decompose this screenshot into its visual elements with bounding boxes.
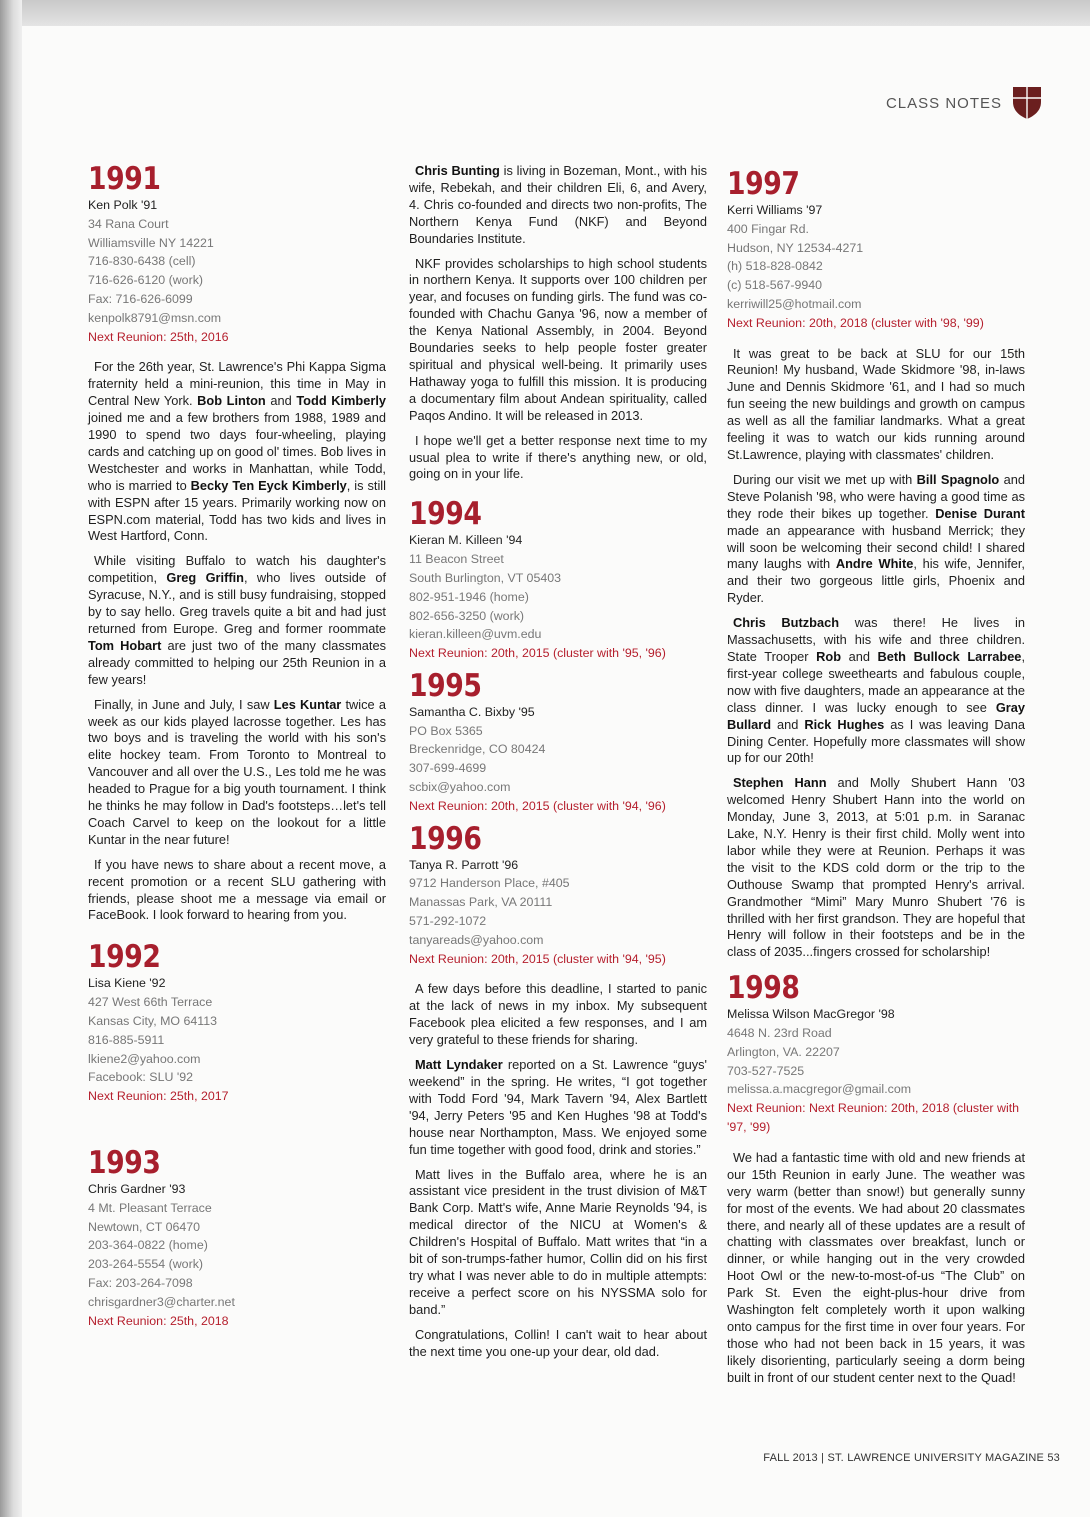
correspondent-name: Lisa Kiene '92 [88, 976, 166, 991]
note-paragraph [727, 472, 1025, 607]
note-text: joined me and a few brothers from 1988, 1989 and 1990 to spend two days four-wheeling, playing cards and catching up on good ol' times. Bob lives in Westchester and works in Manhattan, while Todd, who is married to [88, 410, 386, 493]
correspondent-name: Tanya R. Parrott '96 [409, 857, 519, 872]
classmate-name: Rob [816, 648, 842, 664]
contact-line: Breckenridge, CO 80424 [409, 742, 546, 757]
next-reunion: Next Reunion: 25th, 2017 [88, 1089, 229, 1104]
note-paragraph [88, 359, 386, 545]
correspondent-name: Chris Gardner '93 [88, 1181, 186, 1196]
correspondent-name: Kieran M. Killeen '94 [409, 533, 523, 548]
note-paragraph [88, 857, 386, 925]
correspondent-name: Kerri Williams '97 [727, 203, 823, 217]
note-text: For the 26th year, St. Lawrence's Phi Kappa Sigma fraternity held a mini-reunion, this time in May in Central New York. [88, 359, 386, 409]
class-year-heading: 1991 [88, 161, 161, 197]
note-text: It was great to be back at SLU for our 15th Reunion! My husband, Wade Skidmore '98, in-laws June and Dennis Skidmore '61, and I had so much fun seeing the new buildings and growth on campus as well as all the familiar landmarks. What a great feeling it was to watch our kids running around St.Lawrence, playing with classmates' children. [727, 345, 1025, 463]
classmate-name: Chris Butzbach [733, 615, 840, 631]
note-text: , first-year college sweethearts and fabulous couple, now with five daughters, made an appearance at the class dinner. I was lucky enough to see [727, 648, 1025, 715]
note-paragraph [409, 256, 707, 425]
class-year-heading: 1997 [727, 166, 800, 202]
contact-line: (h) 518-828-0842 [727, 259, 823, 274]
contact-line: Williamsville NY 14221 [88, 235, 214, 250]
note-paragraph [409, 433, 707, 484]
class-correspondent-contact [409, 703, 707, 816]
contact-line: 816-885-5911 [88, 1032, 165, 1047]
class-section-1995 [409, 669, 707, 816]
shield-icon [1012, 86, 1042, 120]
contact-line: chrisgardner3@charter.net [88, 1294, 235, 1309]
note-paragraph [727, 346, 1025, 464]
contact-line: 427 West 66th Terrace [88, 995, 213, 1010]
classmate-name: Matt Lyndaker [415, 1057, 503, 1073]
note-text: , who lives outside of Syracuse, N.Y., and is still busy fundraising, stopped by to say hello. Greg travels quite a bit and had just returned from Europe. Greg and former roommate [88, 570, 386, 636]
contact-line: PO Box 5365 [409, 723, 483, 738]
contact-line: Manassas Park, VA 20111 [409, 895, 553, 910]
contact-line: 400 Fingar Rd. [727, 221, 809, 236]
note-text: as I was leaving Dana Dining Center. Hopefully more classmates will show up for our 20th! [727, 716, 1026, 766]
contact-line: Hudson, NY 12534-4271 [727, 240, 864, 255]
classmate-name: Les Kuntar [273, 696, 342, 712]
contact-line: scbix@yahoo.com [409, 780, 511, 795]
classmate-name: Greg Griffin [166, 570, 244, 586]
contact-line: Arlington, VA. 22207 [727, 1044, 840, 1059]
note-text: Finally, in June and July, I saw [94, 696, 274, 712]
note-paragraph [727, 1150, 1025, 1387]
section-header [886, 86, 1042, 120]
class-correspondent-contact [88, 1180, 386, 1330]
class-section-1997 [727, 167, 1025, 961]
note-text: Congratulations, Collin! I can't wait to hear about the next time you one-up your dear, old dad. [409, 1326, 707, 1359]
class-correspondent-contact [409, 531, 707, 663]
next-reunion: Next Reunion: 20th, 2015 (cluster with '95, '96) [409, 646, 666, 661]
classmate-name: Beth Bullock Larrabee [877, 648, 1022, 664]
next-reunion: Next Reunion: 20th, 2015 (cluster with '94, '96) [409, 798, 666, 813]
contact-line: 203-364-0822 (home) [88, 1238, 208, 1253]
page-gutter [0, 0, 22, 1517]
note-text: , his wife, Jennifer, and their two gorgeous little girls, Phoenix and Ryder. [727, 556, 1025, 606]
note-text: , is still with ESPN after 15 years. Primarily working now on ESPN.com material, Todd has two kids and lives in West Hartford, Conn. [88, 477, 386, 544]
contact-line: 571-292-1072 [409, 914, 487, 929]
note-text: We had a fantastic time with old and new friends at our 15th Reunion in early June. The weather was very warm (better than snow!) but generally sunny for most of the events. We had about 20 classmates there, and nearly all of these updates are a result of chatting with classmates over breakfast, lunch or dinner, or while hanging out in the very crowded Hoot Owl or the new-to-most-of-us “The Club” on Park St. Even the eight-plus-hour drive from Washington felt completely worth it upon walking onto campus for the first time in over four years. For those who had not been back in 15 years, it was likely disorienting, particularly seeing a dorm being built in front of our student center next to the Quad! [727, 1149, 1025, 1385]
next-reunion: Next Reunion: 25th, 2016 [88, 329, 229, 344]
scan-top-edge [0, 0, 1090, 26]
contact-line: Newtown, CT 06470 [88, 1219, 201, 1234]
note-text: and Molly Shubert Hann '03 welcomed Henry Shubert Hann into the world on Monday, June 3, 2013, at 5:01 p.m. in Saranac Lake, N.Y. Henry is their first child. Molly went into labor while they were at Reunion. Perhaps it was the visit to the KDS cold dorm or the trip to the Outhouse Swamp that prompted Henry's arrival. Grandmother “Mimi” Mary Munro Shubert '76 is thrilled with her first grandson. They are hopeful that Henry will follow in their footsteps and be in the class of 2035...fingers crossed for scholarship! [727, 775, 1025, 960]
contact-line: 34 Rana Court [88, 216, 169, 231]
contact-line: Kansas City, MO 64113 [88, 1013, 218, 1028]
note-paragraph [88, 553, 386, 688]
classmate-name: Stephen Hann [733, 775, 827, 791]
note-text: NKF provides scholarships to high school students in northern Kenya. It supports over 100 children per year, and focuses on funding girls. The fund was co-founded with Chachu Ganya '96, now a member of the Kenya National Assembly, in 2004. Beyond Boundaries seeks to help people foster greater spiritual and physical well-being. It primarily uses Hathaway yoga to fulfill this mission. It is producing a documentary film about Andean spirituality, called Paqos Andino. It will be released in 2013. [409, 255, 707, 423]
contact-line: kerriwill25@hotmail.com [727, 296, 862, 311]
classmate-name: Tom Hobart [88, 637, 162, 653]
contact-line: 802-951-1946 (home) [409, 589, 529, 604]
contact-line: 4 Mt. Pleasant Terrace [88, 1200, 212, 1215]
note-text: twice a week as our kids played lacrosse together. Les has two boys and is traveling the world with his son's elite hockey team. From Toronto to Montreal to Vancouver and all over the U.S., Les told me he was headed to Prague for a big youth tournament. I think he thinks he may follow in Dad's footsteps…let's tell Coach Carvel to keep on the lookout for a little Kuntar in the near future! [88, 696, 386, 847]
contact-line: 802-656-3250 (work) [409, 608, 525, 623]
note-text: If you have news to share about a recent move, a recent promotion or a recent SLU gathering with friends, please shoot me a message via email or FaceBook. I look forward to hearing from you. [88, 856, 386, 923]
class-section-1991 [88, 162, 386, 924]
note-text: During our visit we met up with [733, 471, 917, 487]
contact-line: 4648 N. 23rd Road [727, 1026, 832, 1041]
class-correspondent-contact [409, 856, 707, 969]
note-paragraph [727, 775, 1025, 961]
note-paragraph [409, 163, 707, 248]
note-text: and [771, 716, 805, 732]
column-2 [409, 163, 707, 1368]
contact-line: (c) 518-567-9940 [727, 278, 823, 293]
note-text: and Steve Polanish '98, who were having a good time as they rode their bikes up together. [727, 471, 1025, 521]
contact-line: 307-699-4699 [409, 761, 487, 776]
note-text: Matt lives in the Buffalo area, where he is an assistant vice president in the trust division of M&T Bank Corp. Matt's wife, Anne Marie Reynolds '94, is medical director of the NICU at Women's & Children's Hospital of Buffalo. Matt writes that “in a bit of son-trumps-father humor, Collin did on his first try what I was never able to do in multiple attempts: receive a perfect score on his NYSSMA solo for band.” [409, 1166, 707, 1317]
contact-line: 716-626-6120 (work) [88, 273, 204, 288]
contact-line: kenpolk8791@msn.com [88, 310, 222, 325]
class-notes-body [88, 359, 386, 924]
note-text: was there! He lives in Massachusetts, with his wife and three children. State Trooper [727, 615, 1025, 664]
contact-line: 203-264-5554 (work) [88, 1257, 204, 1272]
class-year-heading: 1998 [727, 970, 800, 1007]
class-correspondent-contact [727, 201, 1025, 333]
class-notes-body [409, 163, 707, 483]
note-text: made an appearance with husband Merrick; they will soon be welcoming their second child! I shared many laughs with [727, 522, 1025, 572]
contact-line: Facebook: SLU '92 [88, 1070, 193, 1085]
column-1 [88, 162, 386, 1330]
class-notes-body [727, 346, 1025, 962]
class-correspondent-contact [727, 1005, 1025, 1137]
note-text: and [841, 648, 878, 664]
class-section-1993 [88, 1146, 386, 1330]
note-text: While visiting Buffalo to watch his daughter's competition, [88, 553, 386, 586]
class-section-1992 [88, 940, 386, 1106]
contact-line: Fax: 716-626-6099 [88, 291, 193, 306]
next-reunion: Next Reunion: 20th, 2018 (cluster with '98, '99) [727, 315, 984, 330]
classmate-name: Todd Kimberly [296, 393, 387, 409]
class-notes-body [409, 981, 707, 1360]
correspondent-name: Samantha C. Bixby '95 [409, 704, 535, 719]
contact-line: South Burlington, VT 05403 [409, 570, 562, 585]
contact-line: 703-527-7525 [727, 1063, 805, 1078]
class-notes-body [727, 1150, 1025, 1387]
class-year-heading: 1993 [88, 1144, 161, 1181]
contact-line: melissa.a.macgregor@gmail.com [727, 1082, 912, 1097]
class-correspondent-contact [88, 974, 386, 1106]
note-paragraph [409, 1167, 707, 1319]
class-correspondent-contact [88, 196, 386, 346]
note-text: reported on a St. Lawrence “guys' weekend” in the spring. He writes, “I got together with Todd Ford '94, Mark Tavern '94, Alex Bartlett '94, Jerry Peters '95 and Ken Hughes '98 at Todd's house near Northampton, Mass. We enjoyed some fun time together with good food, drink and stories.” [409, 1057, 707, 1157]
classmate-name: Rick Hughes [804, 716, 885, 732]
contact-line: 716-830-6438 (cell) [88, 254, 196, 269]
classmate-name: Chris Bunting [415, 163, 500, 178]
classmate-name: Andre White [835, 556, 914, 572]
class-section-1998 [727, 971, 1025, 1386]
contact-line: Fax: 203-264-7098 [88, 1275, 193, 1290]
correspondent-name: Melissa Wilson MacGregor '98 [727, 1007, 895, 1022]
classmate-name: Bob Linton [197, 393, 266, 409]
note-text: are just two of the many classmates already committed to helping our 25th Reunion in a few years! [88, 637, 386, 687]
classmate-name: Bill Spagnolo [916, 471, 1000, 487]
classmate-name: Gray Bullard [727, 699, 1025, 732]
classmate-name: Denise Durant [935, 505, 1025, 521]
section-title: CLASS NOTES [885, 94, 1002, 112]
class-section-1994 [409, 497, 707, 663]
class-year-heading: 1996 [409, 820, 482, 857]
class-section-1996 [409, 822, 707, 1361]
note-paragraph [409, 1057, 707, 1158]
note-paragraph [88, 697, 386, 849]
contact-line: tanyareads@yahoo.com [409, 932, 544, 947]
correspondent-name: Ken Polk '91 [88, 198, 158, 212]
class-section-1993-continued [409, 163, 707, 483]
contact-line: 9712 Handerson Place, #405 [409, 876, 570, 891]
note-text: I hope we'll get a better response next time to my usual plea to write if there's anything new, or old, going on in your life. [409, 432, 707, 482]
column-3 [727, 167, 1025, 1395]
note-text: is living in Bozeman, Mont., with his wife, Rebekah, and their children Eli, 6, and Avery, 4. Chris co-founded and directs two non-profits, The Northern Kenya Fund (NKF) and Beyond Boundaries Institute. [409, 163, 707, 246]
next-reunion: Next Reunion: Next Reunion: 20th, 2018 (cluster with '97, '99) [727, 1101, 1020, 1135]
note-text: and [265, 393, 297, 409]
next-reunion: Next Reunion: 20th, 2015 (cluster with '94, '95) [409, 951, 666, 966]
next-reunion: Next Reunion: 25th, 2018 [88, 1313, 229, 1328]
classmate-name: Becky Ten Eyck Kimberly [190, 477, 347, 493]
page-footer: FALL 2013 | ST. LAWRENCE UNIVERSITY MAGAZINE 53 [763, 1452, 1060, 1464]
class-year-heading: 1992 [88, 939, 161, 976]
note-text: A few days before this deadline, I started to panic at the lack of news in my inbox. My subsequent Facebook plea elicited a few responses, and I am very grateful to these friends for sharing. [409, 981, 707, 1048]
contact-line: 11 Beacon Street [409, 552, 504, 567]
class-year-heading: 1994 [409, 496, 482, 533]
contact-line: kieran.killeen@uvm.edu [409, 627, 542, 642]
note-paragraph [409, 981, 707, 1049]
class-year-heading: 1995 [409, 667, 482, 704]
note-paragraph [409, 1327, 707, 1361]
note-paragraph [727, 615, 1025, 767]
contact-line: lkiene2@yahoo.com [88, 1051, 201, 1066]
